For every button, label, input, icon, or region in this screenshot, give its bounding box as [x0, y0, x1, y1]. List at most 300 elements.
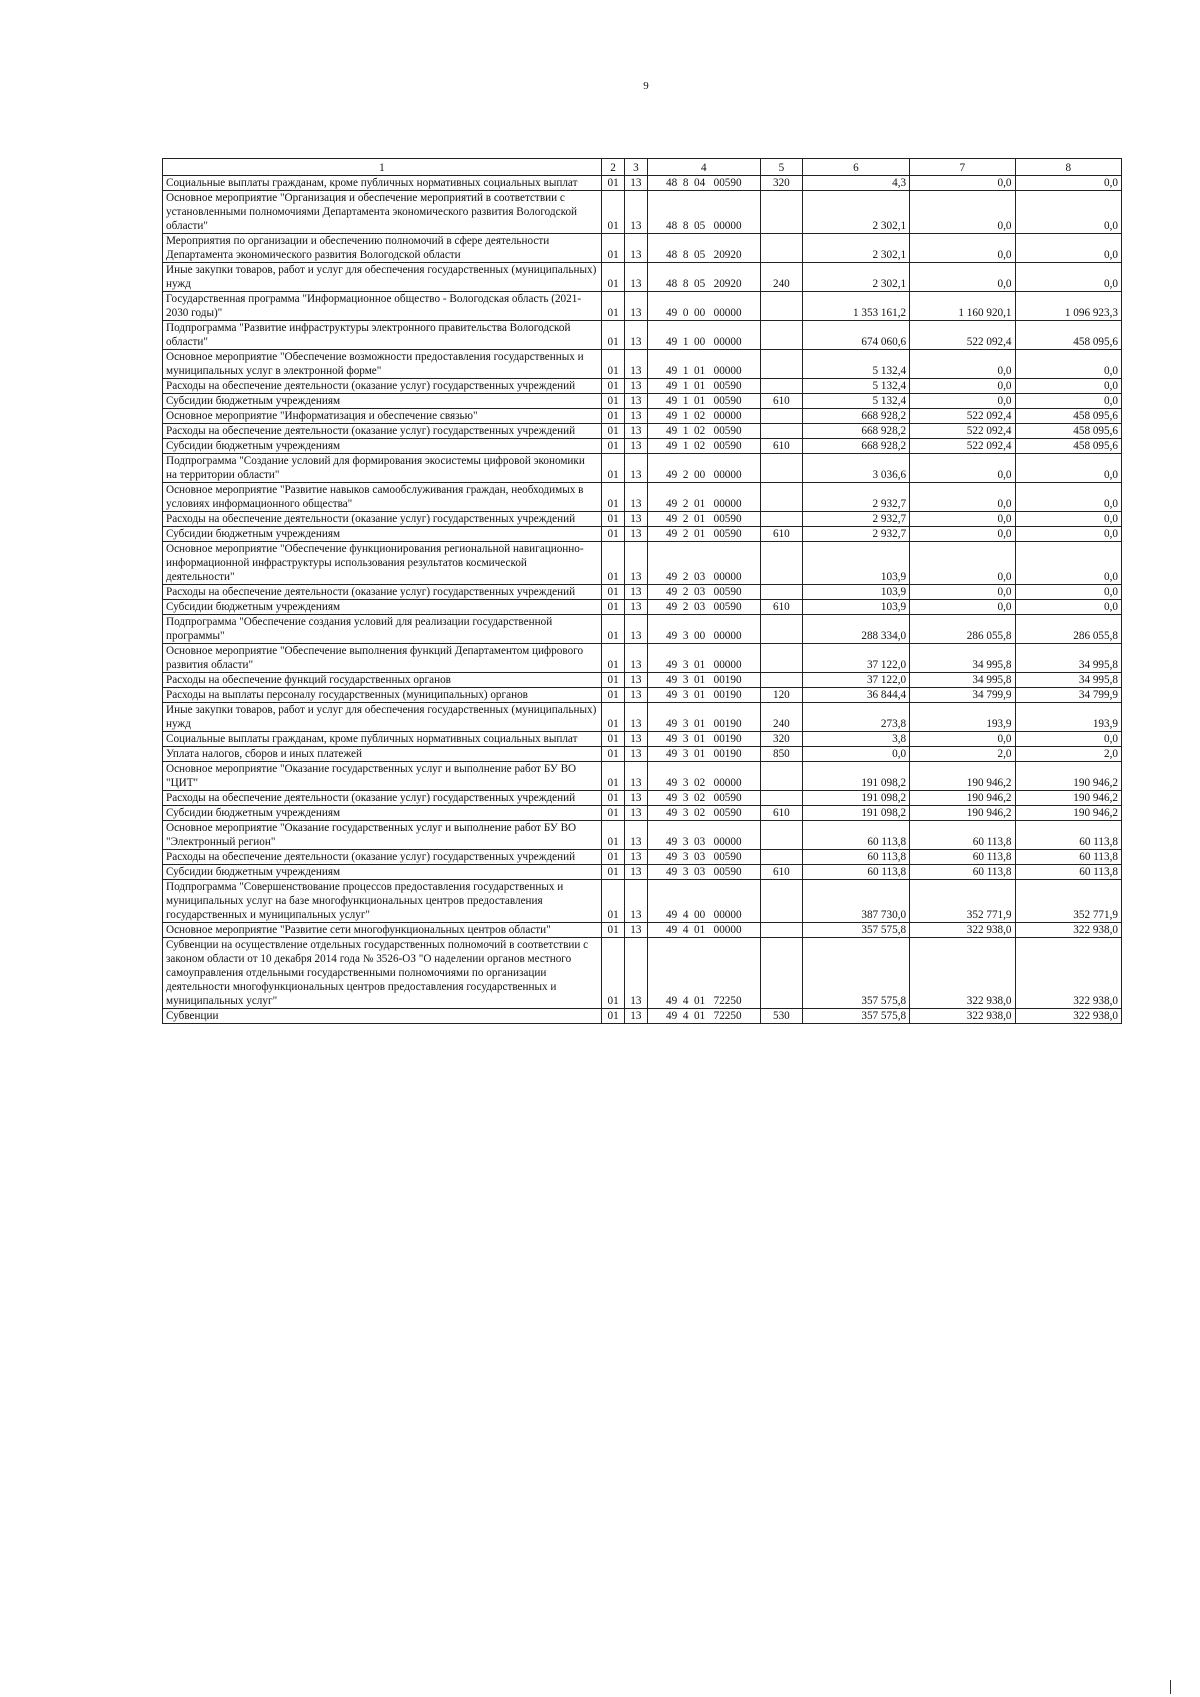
amount-col7-cell: 0,0 — [910, 542, 1015, 585]
table-row — [163, 234, 1122, 263]
target-article-code-cell: 48 8 04 00590 — [647, 176, 761, 191]
amount-col8-cell: 0,0 — [1015, 527, 1121, 542]
row-name-cell: Подпрограмма "Совершенствование процессов предоставления государственных и муниципальных услуг на базе многофункциональных центров предоставления государственных и муниципальных услуг" — [163, 880, 602, 923]
amount-col7-cell: 190 946,2 — [910, 762, 1015, 791]
amount-col6-cell: 36 844,4 — [802, 688, 909, 703]
section-code-cell: 01 — [601, 600, 624, 615]
subsection-code-cell: 13 — [625, 379, 647, 394]
row-name-cell: Субсидии бюджетным учреждениям — [163, 439, 602, 454]
subsection-code-cell: 13 — [625, 234, 647, 263]
table-row — [163, 263, 1122, 292]
section-code-cell: 01 — [601, 747, 624, 762]
section-code-cell: 01 — [601, 379, 624, 394]
table-row — [163, 176, 1122, 191]
amount-col8-cell: 0,0 — [1015, 176, 1121, 191]
amount-col7-cell: 34 799,9 — [910, 688, 1015, 703]
amount-col8-cell: 34 799,9 — [1015, 688, 1121, 703]
amount-col6-cell: 357 575,8 — [802, 938, 909, 1009]
amount-col7-cell: 522 092,4 — [910, 439, 1015, 454]
header-row — [163, 159, 1122, 176]
subsection-code-cell: 13 — [625, 350, 647, 379]
expense-type-code-cell — [761, 321, 803, 350]
amount-col7-cell: 0,0 — [910, 234, 1015, 263]
section-code-cell: 01 — [601, 673, 624, 688]
amount-col8-cell: 190 946,2 — [1015, 791, 1121, 806]
amount-col8-cell: 458 095,6 — [1015, 409, 1121, 424]
expense-type-code-cell — [761, 585, 803, 600]
expense-type-code-cell — [761, 483, 803, 512]
expense-type-code-cell — [761, 762, 803, 791]
amount-col8-cell: 322 938,0 — [1015, 938, 1121, 1009]
amount-col6-cell: 668 928,2 — [802, 409, 909, 424]
amount-col7-cell: 190 946,2 — [910, 791, 1015, 806]
amount-col6-cell: 387 730,0 — [802, 880, 909, 923]
amount-col7-cell: 0,0 — [910, 527, 1015, 542]
subsection-code-cell: 13 — [625, 923, 647, 938]
amount-col8-cell: 0,0 — [1015, 191, 1121, 234]
amount-col6-cell: 60 113,8 — [802, 850, 909, 865]
subsection-code-cell: 13 — [625, 424, 647, 439]
column-header: 6 — [802, 159, 909, 176]
section-code-cell: 01 — [601, 1009, 624, 1024]
amount-col8-cell: 322 938,0 — [1015, 923, 1121, 938]
amount-col6-cell: 273,8 — [802, 703, 909, 732]
subsection-code-cell: 13 — [625, 321, 647, 350]
amount-col8-cell: 458 095,6 — [1015, 439, 1121, 454]
amount-col7-cell: 2,0 — [910, 747, 1015, 762]
amount-col8-cell: 322 938,0 — [1015, 1009, 1121, 1024]
subsection-code-cell: 13 — [625, 821, 647, 850]
target-article-code-cell: 49 3 00 00000 — [647, 615, 761, 644]
row-name-cell: Субсидии бюджетным учреждениям — [163, 865, 602, 880]
target-article-code-cell: 49 4 01 72250 — [647, 1009, 761, 1024]
target-article-code-cell: 49 2 00 00000 — [647, 454, 761, 483]
subsection-code-cell: 13 — [625, 644, 647, 673]
amount-col6-cell: 103,9 — [802, 542, 909, 585]
amount-col6-cell: 2 302,1 — [802, 234, 909, 263]
row-name-cell: Мероприятия по организации и обеспечению полномочий в сфере деятельности Департамента экономического развития Вологодской области — [163, 234, 602, 263]
expense-type-code-cell: 610 — [761, 600, 803, 615]
subsection-code-cell: 13 — [625, 806, 647, 821]
row-name-cell: Государственная программа "Информационное общество - Вологодская область (2021-2030 годы)" — [163, 292, 602, 321]
row-name-cell: Основное мероприятие "Организация и обеспечение мероприятий в соответствии с установленными полномочиями Департамента экономического развития Вологодской области" — [163, 191, 602, 234]
amount-col6-cell: 4,3 — [802, 176, 909, 191]
amount-col6-cell: 5 132,4 — [802, 379, 909, 394]
section-code-cell: 01 — [601, 394, 624, 409]
target-article-code-cell: 48 8 05 20920 — [647, 234, 761, 263]
section-code-cell: 01 — [601, 732, 624, 747]
section-code-cell: 01 — [601, 409, 624, 424]
row-name-cell: Основное мероприятие "Обеспечение функционирования региональной навигационно-информационной инфраструктуры использования результатов космической деятельности" — [163, 542, 602, 585]
expense-type-code-cell — [761, 821, 803, 850]
amount-col8-cell: 352 771,9 — [1015, 880, 1121, 923]
row-name-cell: Расходы на обеспечение деятельности (оказание услуг) государственных учреждений — [163, 424, 602, 439]
expense-type-code-cell — [761, 454, 803, 483]
section-code-cell: 01 — [601, 688, 624, 703]
row-name-cell: Основное мероприятие "Развитие сети многофункциональных центров области" — [163, 923, 602, 938]
section-code-cell: 01 — [601, 350, 624, 379]
amount-col7-cell: 0,0 — [910, 379, 1015, 394]
row-name-cell: Расходы на обеспечение деятельности (оказание услуг) государственных учреждений — [163, 379, 602, 394]
section-code-cell: 01 — [601, 176, 624, 191]
table-row — [163, 821, 1122, 850]
expense-type-code-cell — [761, 673, 803, 688]
amount-col7-cell: 60 113,8 — [910, 821, 1015, 850]
amount-col7-cell: 522 092,4 — [910, 321, 1015, 350]
target-article-code-cell: 49 1 02 00000 — [647, 409, 761, 424]
subsection-code-cell: 13 — [625, 409, 647, 424]
table-row — [163, 791, 1122, 806]
table-row — [163, 542, 1122, 585]
section-code-cell: 01 — [601, 644, 624, 673]
amount-col8-cell: 60 113,8 — [1015, 865, 1121, 880]
row-name-cell: Социальные выплаты гражданам, кроме публичных нормативных социальных выплат — [163, 732, 602, 747]
expense-type-code-cell: 610 — [761, 439, 803, 454]
section-code-cell: 01 — [601, 234, 624, 263]
page-number: 9 — [643, 80, 649, 92]
subsection-code-cell: 13 — [625, 615, 647, 644]
table-row — [163, 688, 1122, 703]
row-name-cell: Подпрограмма "Создание условий для формирования экосистемы цифровой экономики на территории области" — [163, 454, 602, 483]
amount-col6-cell: 357 575,8 — [802, 923, 909, 938]
amount-col6-cell: 5 132,4 — [802, 350, 909, 379]
amount-col7-cell: 1 160 920,1 — [910, 292, 1015, 321]
amount-col6-cell: 0,0 — [802, 747, 909, 762]
amount-col8-cell: 458 095,6 — [1015, 424, 1121, 439]
section-code-cell: 01 — [601, 865, 624, 880]
subsection-code-cell: 13 — [625, 176, 647, 191]
scan-edge-mark — [1170, 1680, 1171, 1694]
subsection-code-cell: 13 — [625, 454, 647, 483]
row-name-cell: Субвенции на осуществление отдельных государственных полномочий в соответствии с законом области от 10 декабря 2014 года № 3526-ОЗ "О наделении органов местного самоуправления отдельными государственными полномочиями по организации деятельности многофункциональных центров предоставления государственных и муниципальных услуг" — [163, 938, 602, 1009]
row-name-cell: Уплата налогов, сборов и иных платежей — [163, 747, 602, 762]
amount-col8-cell: 0,0 — [1015, 512, 1121, 527]
section-code-cell: 01 — [601, 762, 624, 791]
row-name-cell: Подпрограмма "Развитие инфраструктуры электронного правительства Вологодской области" — [163, 321, 602, 350]
subsection-code-cell: 13 — [625, 512, 647, 527]
expense-type-code-cell — [761, 938, 803, 1009]
amount-col8-cell: 286 055,8 — [1015, 615, 1121, 644]
amount-col6-cell: 1 353 161,2 — [802, 292, 909, 321]
section-code-cell: 01 — [601, 263, 624, 292]
amount-col8-cell: 0,0 — [1015, 394, 1121, 409]
subsection-code-cell: 13 — [625, 938, 647, 1009]
table-row — [163, 439, 1122, 454]
column-header: 8 — [1015, 159, 1121, 176]
table-row — [163, 865, 1122, 880]
amount-col7-cell: 522 092,4 — [910, 409, 1015, 424]
target-article-code-cell: 49 0 00 00000 — [647, 292, 761, 321]
column-header: 1 — [163, 159, 602, 176]
amount-col7-cell: 0,0 — [910, 176, 1015, 191]
amount-col8-cell: 0,0 — [1015, 585, 1121, 600]
column-header: 3 — [625, 159, 647, 176]
target-article-code-cell: 49 1 00 00000 — [647, 321, 761, 350]
amount-col7-cell: 0,0 — [910, 512, 1015, 527]
column-header: 5 — [761, 159, 803, 176]
subsection-code-cell: 13 — [625, 865, 647, 880]
table-row — [163, 703, 1122, 732]
subsection-code-cell: 13 — [625, 703, 647, 732]
table-row — [163, 644, 1122, 673]
row-name-cell: Основное мероприятие "Оказание государственных услуг и выполнение работ БУ ВО "Электронный регион" — [163, 821, 602, 850]
table-row — [163, 732, 1122, 747]
subsection-code-cell: 13 — [625, 732, 647, 747]
amount-col6-cell: 60 113,8 — [802, 821, 909, 850]
amount-col6-cell: 2 932,7 — [802, 527, 909, 542]
subsection-code-cell: 13 — [625, 1009, 647, 1024]
table-row — [163, 454, 1122, 483]
row-name-cell: Иные закупки товаров, работ и услуг для обеспечения государственных (муниципальных) нужд — [163, 703, 602, 732]
amount-col7-cell: 0,0 — [910, 600, 1015, 615]
section-code-cell: 01 — [601, 615, 624, 644]
amount-col7-cell: 34 995,8 — [910, 673, 1015, 688]
table-row — [163, 585, 1122, 600]
amount-col6-cell: 103,9 — [802, 585, 909, 600]
target-article-code-cell: 49 3 02 00590 — [647, 806, 761, 821]
table-body — [163, 176, 1122, 1024]
table-row — [163, 923, 1122, 938]
expense-type-code-cell — [761, 791, 803, 806]
table-row — [163, 673, 1122, 688]
section-code-cell: 01 — [601, 806, 624, 821]
amount-col7-cell: 60 113,8 — [910, 865, 1015, 880]
subsection-code-cell: 13 — [625, 791, 647, 806]
target-article-code-cell: 49 2 01 00590 — [647, 527, 761, 542]
subsection-code-cell: 13 — [625, 762, 647, 791]
expense-type-code-cell — [761, 424, 803, 439]
target-article-code-cell: 49 3 03 00590 — [647, 850, 761, 865]
amount-col6-cell: 37 122,0 — [802, 644, 909, 673]
target-article-code-cell: 49 2 01 00000 — [647, 483, 761, 512]
expense-type-code-cell — [761, 542, 803, 585]
expense-type-code-cell: 320 — [761, 176, 803, 191]
target-article-code-cell: 49 4 01 72250 — [647, 938, 761, 1009]
target-article-code-cell: 49 3 01 00190 — [647, 673, 761, 688]
amount-col6-cell: 3 036,6 — [802, 454, 909, 483]
target-article-code-cell: 49 3 01 00190 — [647, 732, 761, 747]
amount-col7-cell: 352 771,9 — [910, 880, 1015, 923]
column-header: 7 — [910, 159, 1015, 176]
section-code-cell: 01 — [601, 424, 624, 439]
amount-col7-cell: 322 938,0 — [910, 938, 1015, 1009]
expense-type-code-cell — [761, 409, 803, 424]
table-row — [163, 747, 1122, 762]
amount-col8-cell: 60 113,8 — [1015, 850, 1121, 865]
amount-col7-cell: 522 092,4 — [910, 424, 1015, 439]
expense-type-code-cell — [761, 350, 803, 379]
amount-col6-cell: 668 928,2 — [802, 439, 909, 454]
table-row — [163, 850, 1122, 865]
amount-col8-cell: 0,0 — [1015, 732, 1121, 747]
expense-type-code-cell: 850 — [761, 747, 803, 762]
subsection-code-cell: 13 — [625, 850, 647, 865]
target-article-code-cell: 49 4 00 00000 — [647, 880, 761, 923]
table-row — [163, 615, 1122, 644]
row-name-cell: Расходы на обеспечение деятельности (оказание услуг) государственных учреждений — [163, 512, 602, 527]
amount-col7-cell: 190 946,2 — [910, 806, 1015, 821]
subsection-code-cell: 13 — [625, 688, 647, 703]
row-name-cell: Основное мероприятие "Обеспечение выполнения функций Департаментом цифрового развития области" — [163, 644, 602, 673]
amount-col7-cell: 0,0 — [910, 191, 1015, 234]
table-row — [163, 191, 1122, 234]
row-name-cell: Расходы на обеспечение деятельности (оказание услуг) государственных учреждений — [163, 585, 602, 600]
table-row — [163, 394, 1122, 409]
subsection-code-cell: 13 — [625, 483, 647, 512]
table-row — [163, 483, 1122, 512]
section-code-cell: 01 — [601, 527, 624, 542]
section-code-cell: 01 — [601, 321, 624, 350]
row-name-cell: Социальные выплаты гражданам, кроме публичных нормативных социальных выплат — [163, 176, 602, 191]
row-name-cell: Расходы на обеспечение деятельности (оказание услуг) государственных учреждений — [163, 791, 602, 806]
subsection-code-cell: 13 — [625, 527, 647, 542]
amount-col6-cell: 103,9 — [802, 600, 909, 615]
target-article-code-cell: 49 2 03 00000 — [647, 542, 761, 585]
expense-type-code-cell — [761, 379, 803, 394]
subsection-code-cell: 13 — [625, 191, 647, 234]
amount-col8-cell: 0,0 — [1015, 483, 1121, 512]
expense-type-code-cell — [761, 191, 803, 234]
target-article-code-cell: 49 2 03 00590 — [647, 600, 761, 615]
target-article-code-cell: 48 8 05 00000 — [647, 191, 761, 234]
row-name-cell: Расходы на выплаты персоналу государственных (муниципальных) органов — [163, 688, 602, 703]
amount-col8-cell: 190 946,2 — [1015, 806, 1121, 821]
expense-type-code-cell: 610 — [761, 865, 803, 880]
subsection-code-cell: 13 — [625, 747, 647, 762]
row-name-cell: Субсидии бюджетным учреждениям — [163, 527, 602, 542]
section-code-cell: 01 — [601, 585, 624, 600]
amount-col7-cell: 193,9 — [910, 703, 1015, 732]
expense-type-code-cell: 320 — [761, 732, 803, 747]
expense-type-code-cell — [761, 644, 803, 673]
amount-col8-cell: 34 995,8 — [1015, 673, 1121, 688]
target-article-code-cell: 49 3 02 00000 — [647, 762, 761, 791]
row-name-cell: Субвенции — [163, 1009, 602, 1024]
amount-col6-cell: 60 113,8 — [802, 865, 909, 880]
row-name-cell: Иные закупки товаров, работ и услуг для обеспечения государственных (муниципальных) нужд — [163, 263, 602, 292]
amount-col7-cell: 286 055,8 — [910, 615, 1015, 644]
row-name-cell: Основное мероприятие "Обеспечение возможности предоставления государственных и муниципальных услуг в электронной форме" — [163, 350, 602, 379]
amount-col8-cell: 60 113,8 — [1015, 821, 1121, 850]
amount-col6-cell: 3,8 — [802, 732, 909, 747]
amount-col6-cell: 674 060,6 — [802, 321, 909, 350]
amount-col8-cell: 0,0 — [1015, 263, 1121, 292]
budget-table — [162, 158, 1122, 1024]
amount-col7-cell: 0,0 — [910, 454, 1015, 483]
amount-col6-cell: 191 098,2 — [802, 791, 909, 806]
expense-type-code-cell — [761, 923, 803, 938]
subsection-code-cell: 13 — [625, 394, 647, 409]
target-article-code-cell: 49 3 01 00190 — [647, 703, 761, 732]
section-code-cell: 01 — [601, 880, 624, 923]
section-code-cell: 01 — [601, 938, 624, 1009]
target-article-code-cell: 49 3 01 00000 — [647, 644, 761, 673]
amount-col8-cell: 190 946,2 — [1015, 762, 1121, 791]
row-name-cell: Субсидии бюджетным учреждениям — [163, 394, 602, 409]
amount-col7-cell: 0,0 — [910, 350, 1015, 379]
amount-col7-cell: 0,0 — [910, 585, 1015, 600]
amount-col6-cell: 5 132,4 — [802, 394, 909, 409]
table-row — [163, 292, 1122, 321]
row-name-cell: Основное мероприятие "Развитие навыков самообслуживания граждан, необходимых в условиях информационного общества" — [163, 483, 602, 512]
table-row — [163, 321, 1122, 350]
table-row — [163, 350, 1122, 379]
section-code-cell: 01 — [601, 512, 624, 527]
amount-col7-cell: 0,0 — [910, 263, 1015, 292]
amount-col7-cell: 0,0 — [910, 394, 1015, 409]
section-code-cell: 01 — [601, 542, 624, 585]
table-row — [163, 527, 1122, 542]
expense-type-code-cell: 240 — [761, 263, 803, 292]
table-row — [163, 512, 1122, 527]
target-article-code-cell: 49 3 01 00190 — [647, 747, 761, 762]
subsection-code-cell: 13 — [625, 585, 647, 600]
expense-type-code-cell — [761, 615, 803, 644]
target-article-code-cell: 49 3 03 00000 — [647, 821, 761, 850]
section-code-cell: 01 — [601, 483, 624, 512]
amount-col7-cell: 0,0 — [910, 483, 1015, 512]
row-name-cell: Расходы на обеспечение деятельности (оказание услуг) государственных учреждений — [163, 850, 602, 865]
target-article-code-cell: 49 2 03 00590 — [647, 585, 761, 600]
table-row — [163, 806, 1122, 821]
amount-col6-cell: 668 928,2 — [802, 424, 909, 439]
section-code-cell: 01 — [601, 850, 624, 865]
target-article-code-cell: 49 3 02 00590 — [647, 791, 761, 806]
section-code-cell: 01 — [601, 791, 624, 806]
subsection-code-cell: 13 — [625, 600, 647, 615]
subsection-code-cell: 13 — [625, 673, 647, 688]
amount-col8-cell: 0,0 — [1015, 379, 1121, 394]
target-article-code-cell: 49 3 01 00190 — [647, 688, 761, 703]
row-name-cell: Субсидии бюджетным учреждениям — [163, 806, 602, 821]
target-article-code-cell: 49 1 02 00590 — [647, 439, 761, 454]
amount-col6-cell: 37 122,0 — [802, 673, 909, 688]
section-code-cell: 01 — [601, 821, 624, 850]
amount-col6-cell: 357 575,8 — [802, 1009, 909, 1024]
table-row — [163, 379, 1122, 394]
target-article-code-cell: 49 1 02 00590 — [647, 424, 761, 439]
column-header: 4 — [647, 159, 761, 176]
expense-type-code-cell — [761, 850, 803, 865]
row-name-cell: Подпрограмма "Обеспечение создания условий для реализации государственной программы" — [163, 615, 602, 644]
amount-col6-cell: 191 098,2 — [802, 806, 909, 821]
amount-col7-cell: 60 113,8 — [910, 850, 1015, 865]
amount-col8-cell: 34 995,8 — [1015, 644, 1121, 673]
section-code-cell: 01 — [601, 191, 624, 234]
amount-col6-cell: 191 098,2 — [802, 762, 909, 791]
amount-col6-cell: 2 932,7 — [802, 512, 909, 527]
amount-col8-cell: 193,9 — [1015, 703, 1121, 732]
amount-col8-cell: 0,0 — [1015, 542, 1121, 585]
table-row — [163, 880, 1122, 923]
table-row — [163, 1009, 1122, 1024]
amount-col8-cell: 0,0 — [1015, 234, 1121, 263]
amount-col7-cell: 34 995,8 — [910, 644, 1015, 673]
target-article-code-cell: 48 8 05 20920 — [647, 263, 761, 292]
expense-type-code-cell: 240 — [761, 703, 803, 732]
section-code-cell: 01 — [601, 923, 624, 938]
amount-col8-cell: 2,0 — [1015, 747, 1121, 762]
row-name-cell: Основное мероприятие "Информатизация и обеспечение связью" — [163, 409, 602, 424]
row-name-cell: Расходы на обеспечение функций государственных органов — [163, 673, 602, 688]
column-header: 2 — [601, 159, 624, 176]
row-name-cell: Основное мероприятие "Оказание государственных услуг и выполнение работ БУ ВО "ЦИТ" — [163, 762, 602, 791]
table-row — [163, 762, 1122, 791]
row-name-cell: Субсидии бюджетным учреждениям — [163, 600, 602, 615]
expense-type-code-cell — [761, 234, 803, 263]
target-article-code-cell: 49 4 01 00000 — [647, 923, 761, 938]
expense-type-code-cell: 610 — [761, 806, 803, 821]
